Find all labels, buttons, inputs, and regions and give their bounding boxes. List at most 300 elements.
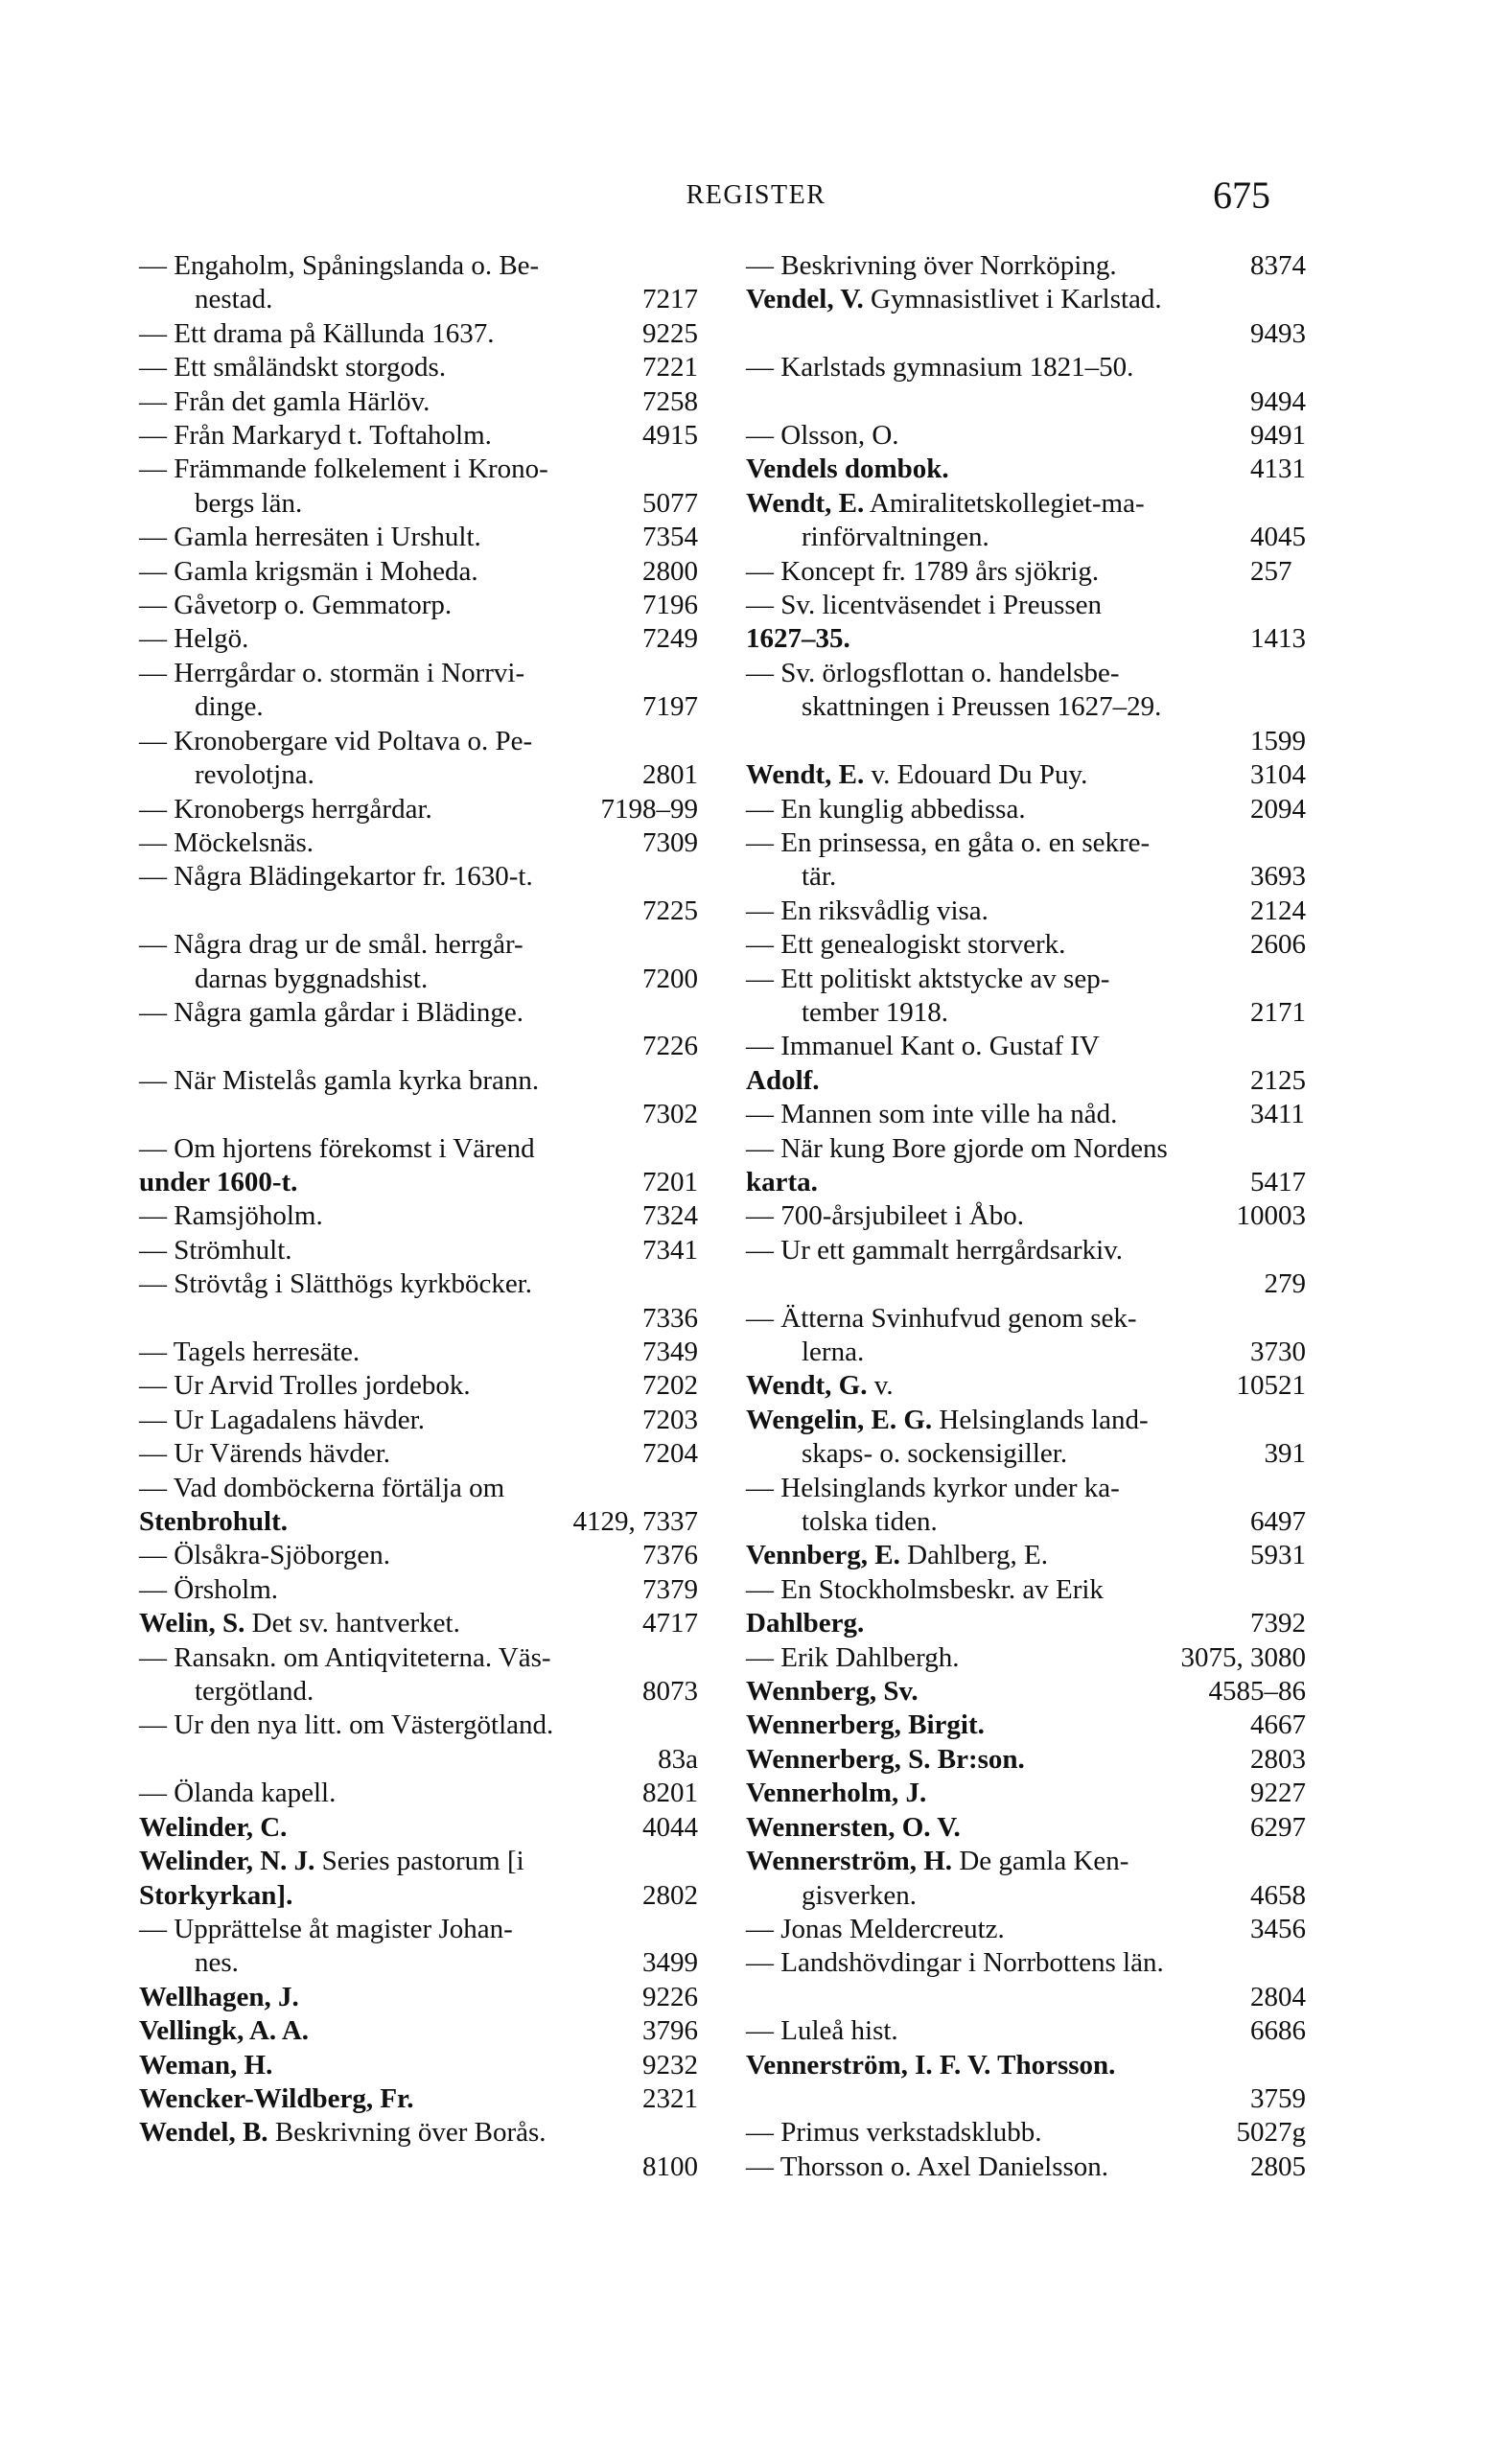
index-entry-line: [746, 690, 1306, 724]
entry-text: Vennerholm, J.: [746, 1778, 927, 1809]
entry-reference-number: 4658: [1250, 1879, 1306, 1911]
entry-text: — Karlstads gymnasium 1821–50.: [746, 352, 1134, 384]
index-entry-line: [746, 826, 1306, 860]
entry-reference-number: 3456: [1250, 1913, 1306, 1944]
entry-reference-number: 3499: [642, 1947, 698, 1979]
index-entry-line: [746, 1267, 1306, 1301]
index-entry-line: [746, 622, 1306, 656]
index-entry-line: [746, 1709, 1306, 1742]
entry-reference-number: 7204: [642, 1438, 698, 1470]
entry-text: — Ölanda kapell.: [139, 1778, 337, 1809]
entry-text: — Mannen som inte ville ha nåd.: [746, 1099, 1118, 1130]
index-entry-line: [746, 317, 1306, 351]
entry-reference-number: 4585–86: [1208, 1676, 1306, 1708]
index-entry-line: [139, 1539, 698, 1572]
index-entry-line: [139, 1336, 698, 1369]
entry-text: — Vad domböckerna förtälja om: [139, 1472, 505, 1503]
entry-reference-number: 2803: [1250, 1743, 1306, 1775]
index-entry-line: [139, 351, 698, 384]
index-entry-line: [139, 1030, 698, 1063]
entry-text: Vennerström, I. F. V. Thorsson.: [746, 2049, 1116, 2081]
index-entry-line: [746, 1675, 1306, 1709]
entry-text: nestad.: [195, 284, 273, 315]
entry-reference-number: 2805: [1250, 2150, 1306, 2182]
entry-text: Wennerström, H. De gamla Ken-: [746, 1846, 1129, 1877]
entry-reference-number: 1599: [1250, 725, 1306, 756]
entry-text: Vellingk, A. A.: [139, 2015, 310, 2047]
entry-reference-number: 3411: [1250, 1099, 1305, 1130]
entry-text: — En Stockholmsbeskr. av Erik: [746, 1573, 1104, 1605]
entry-reference-number: 391: [1264, 1438, 1306, 1470]
index-entry-line: [139, 1404, 698, 1437]
entry-text: — Ölsåkra-Sjöborgen.: [139, 1540, 391, 1571]
index-entry-line: [139, 1437, 698, 1471]
entry-text: — När Mistelås gamla kyrka brann.: [139, 1064, 540, 1096]
index-entry-line: [746, 1199, 1306, 1233]
entry-text: skattningen i Preussen 1627–29.: [802, 691, 1162, 723]
index-entry-line: [139, 521, 698, 554]
entry-reference-number: 7392: [1250, 1608, 1306, 1639]
entry-text: — Några Blädingekartor fr. 1630-t.: [139, 861, 533, 893]
index-entry-line: [139, 996, 698, 1030]
index-entry-line: [746, 1166, 1306, 1199]
index-entry-line: [746, 963, 1306, 996]
index-entry-line: [746, 249, 1306, 283]
entry-reference-number: 1413: [1250, 623, 1306, 655]
index-entry-line: [746, 283, 1306, 316]
entry-reference-number: 2094: [1250, 793, 1306, 825]
index-entry-line: [746, 453, 1306, 486]
entry-reference-number: 7200: [642, 963, 698, 994]
entry-text: — Örsholm.: [139, 1573, 278, 1605]
entry-reference-number: 7341: [642, 1234, 698, 1266]
entry-reference-number: 9493: [1250, 317, 1306, 349]
entry-text: — Ur ett gammalt herrgårdsarkiv.: [746, 1234, 1123, 1266]
entry-reference-number: 7201: [642, 1166, 698, 1197]
entry-reference-number: 10003: [1236, 1200, 1306, 1232]
entry-text: Wendel, B. Beskrivning över Borås.: [139, 2117, 547, 2149]
entry-text: — Jonas Meldercreutz.: [746, 1913, 1005, 1944]
entry-reference-number: 5417: [1250, 1166, 1306, 1197]
entry-reference-number: 7309: [642, 826, 698, 858]
index-entry-line: [746, 1336, 1306, 1369]
index-entry-line: [139, 793, 698, 826]
index-entry-line: [746, 1607, 1306, 1640]
index-entry-line: [139, 249, 698, 283]
entry-text: — Herrgårdar o. stormän i Norrvi-: [139, 657, 525, 688]
entry-text: Welinder, C.: [139, 1811, 288, 1843]
entry-text: — Helgö.: [139, 623, 249, 655]
entry-reference-number: 5077: [642, 487, 698, 519]
entry-text: — Ur den nya litt. om Västergötland.: [139, 1709, 554, 1741]
entry-text: Welin, S. Det sv. hantverket.: [139, 1608, 460, 1639]
entry-text: Vendels dombok.: [746, 453, 949, 485]
index-entry-line: [746, 793, 1306, 826]
index-entry-line: [746, 1777, 1306, 1810]
index-entry-line: [746, 419, 1306, 453]
entry-reference-number: 4044: [642, 1811, 698, 1843]
index-entry-line: [139, 453, 698, 486]
entry-reference-number: 3759: [1250, 2082, 1306, 2114]
index-entry-line: [139, 963, 698, 996]
entry-text: — Erik Dahlbergh.: [746, 1641, 960, 1673]
index-entry-line: [139, 1777, 698, 1810]
entry-text: dinge.: [195, 691, 264, 723]
entry-reference-number: 9491: [1250, 420, 1306, 452]
entry-text: 1627–35.: [746, 623, 850, 655]
entry-text: — Ur Värends hävder.: [139, 1438, 391, 1470]
index-entry-line: [139, 928, 698, 962]
entry-reference-number: 7202: [642, 1370, 698, 1402]
index-entry-line: [746, 1098, 1306, 1131]
entry-text: Wellhagen, J.: [139, 1981, 299, 2012]
entry-text: — När kung Bore gjorde om Nordens: [746, 1132, 1168, 1164]
page-number: 675: [1213, 174, 1270, 217]
index-column-right: [746, 249, 1306, 2184]
entry-text: Wennberg, Sv.: [746, 1676, 919, 1708]
index-entry-line: [139, 860, 698, 894]
index-entry-line: [746, 895, 1306, 928]
entry-text: — Upprättelse åt magister Johan-: [139, 1913, 513, 1944]
entry-text: — Ramsjöholm.: [139, 1200, 323, 1232]
entry-reference-number: 10521: [1236, 1370, 1306, 1402]
index-entry-line: [746, 1030, 1306, 1063]
index-entry-line: [746, 1539, 1306, 1572]
index-entry-line: [139, 317, 698, 351]
index-entry-line: [746, 1369, 1306, 1403]
entry-text: — Gamla krigsmän i Moheda.: [139, 555, 478, 587]
index-entry-line: [139, 826, 698, 860]
index-entry-line: [746, 860, 1306, 894]
entry-reference-number: 7249: [642, 623, 698, 655]
entry-reference-number: 7225: [642, 895, 698, 926]
page-header: [0, 173, 1512, 230]
index-entry-line: [746, 1472, 1306, 1505]
entry-text: — Olsson, O.: [746, 420, 899, 452]
entry-reference-number: 7198–99: [600, 793, 698, 825]
entry-text: Adolf.: [746, 1064, 820, 1096]
entry-reference-number: 7217: [642, 284, 698, 315]
entry-reference-number: 7221: [642, 352, 698, 384]
index-entry-line: [746, 657, 1306, 690]
index-entry-line: [139, 1675, 698, 1709]
entry-reference-number: 7226: [642, 1031, 698, 1062]
entry-text: — Sv. licentväsendet i Preussen: [746, 590, 1103, 621]
entry-text: tember 1918.: [802, 996, 949, 1028]
entry-reference-number: 3104: [1250, 759, 1306, 791]
index-entry-line: [746, 2082, 1306, 2116]
index-entry-line: [139, 622, 698, 656]
index-entry-line: [746, 2014, 1306, 2048]
entry-reference-number: 3075, 3080: [1180, 1641, 1306, 1673]
index-entry-line: [139, 895, 698, 928]
entry-reference-number: 7379: [642, 1573, 698, 1605]
entry-text: — En riksvådlig visa.: [746, 895, 989, 926]
index-entry-line: [139, 1607, 698, 1640]
index-entry-line: [139, 1879, 698, 1913]
index-entry-line: [746, 1573, 1306, 1607]
entry-text: Wendt, E. Amiralitetskollegiet-ma-: [746, 487, 1145, 519]
entry-text: karta.: [746, 1166, 818, 1197]
index-entry-line: [746, 2116, 1306, 2150]
index-entry-line: [139, 2150, 698, 2184]
entry-text: — Sv. örlogsflottan o. handelsbe-: [746, 657, 1120, 688]
entry-reference-number: 7196: [642, 590, 698, 621]
entry-text: — Thorsson o. Axel Danielsson.: [746, 2150, 1109, 2182]
index-entry-line: [139, 657, 698, 690]
entry-reference-number: 7302: [642, 1099, 698, 1130]
index-entry-line: [746, 521, 1306, 554]
entry-text: Wennerberg, S. Br:son.: [746, 1743, 1025, 1775]
entry-text: — Ransakn. om Antiqviteterna. Väs-: [139, 1641, 551, 1673]
index-entry-line: [139, 1472, 698, 1505]
index-entry-line: [746, 1064, 1306, 1098]
entry-text: — Främmande folkelement i Krono-: [139, 453, 548, 485]
index-entry-line: [139, 1913, 698, 1946]
entry-text: Wennerberg, Birgit.: [746, 1709, 985, 1741]
entry-reference-number: 257: [1250, 555, 1292, 587]
entry-reference-number: 3796: [642, 2015, 698, 2047]
index-entry-line: [746, 1641, 1306, 1675]
entry-text: Stenbrohult.: [139, 1506, 288, 1538]
entry-text: — Strömhult.: [139, 1234, 292, 1266]
index-entry-line: [139, 758, 698, 792]
entry-reference-number: 279: [1264, 1268, 1306, 1300]
entry-text: Weman, H.: [139, 2049, 273, 2081]
entry-text: Wendt, G. v.: [746, 1370, 894, 1402]
entry-reference-number: 83a: [658, 1743, 698, 1775]
index-entry-line: [746, 1879, 1306, 1913]
index-entry-line: [746, 1981, 1306, 2014]
entry-reference-number: 2321: [642, 2082, 698, 2114]
running-head: REGISTER: [686, 180, 826, 210]
entry-reference-number: 2804: [1250, 1981, 1306, 2012]
entry-reference-number: 2801: [642, 759, 698, 791]
entry-text: tär.: [802, 861, 837, 893]
index-entry-line: [746, 351, 1306, 384]
index-entry-line: [139, 385, 698, 419]
index-entry-line: [139, 419, 698, 453]
entry-text: — Ätterna Svinhufvud genom sek-: [746, 1302, 1137, 1334]
index-entry-line: [139, 1709, 698, 1742]
index-entry-line: [746, 1437, 1306, 1471]
index-entry-line: [746, 1302, 1306, 1336]
entry-reference-number: 2606: [1250, 929, 1306, 961]
index-entry-line: [139, 1132, 698, 1166]
entry-reference-number: 5027g: [1236, 2117, 1306, 2149]
entry-reference-number: 6297: [1250, 1811, 1306, 1843]
entry-text: — Några gamla gårdar i Blädinge.: [139, 996, 524, 1028]
entry-reference-number: 8374: [1250, 250, 1306, 281]
entry-reference-number: 4667: [1250, 1709, 1306, 1741]
entry-reference-number: 6497: [1250, 1506, 1306, 1538]
entry-reference-number: 7258: [642, 385, 698, 417]
entry-text: — Primus verkstadsklubb.: [746, 2117, 1042, 2149]
entry-text: — Koncept fr. 1789 års sjökrig.: [746, 555, 1100, 587]
index-entry-line: [139, 1743, 698, 1777]
entry-text: — Kronobergs herrgårdar.: [139, 793, 432, 825]
entry-reference-number: 3730: [1250, 1337, 1306, 1367]
entry-reference-number: 7336: [642, 1302, 698, 1334]
entry-text: — Om hjortens förekomst i Värend: [139, 1132, 535, 1164]
entry-reference-number: 8073: [642, 1676, 698, 1708]
index-entry-line: [746, 758, 1306, 792]
entry-text: tolska tiden.: [802, 1506, 938, 1538]
index-entry-line: [746, 2049, 1306, 2082]
entry-text: — Strövtåg i Slätthögs kyrkböcker.: [139, 1268, 532, 1300]
entry-text: revolotjna.: [195, 759, 314, 791]
entry-text: — Kronobergare vid Poltava o. Pe-: [139, 725, 533, 756]
entry-text: — En kunglig abbedissa.: [746, 793, 1026, 825]
index-entry-line: [139, 725, 698, 758]
index-entry-line: [746, 725, 1306, 758]
entry-reference-number: 7354: [642, 522, 698, 553]
index-entry-line: [746, 1132, 1306, 1166]
index-entry-line: [139, 1166, 698, 1199]
index-entry-line: [746, 589, 1306, 622]
entry-text: — Ett genealogiskt storverk.: [746, 929, 1066, 961]
entry-text: — Helsinglands kyrkor under ka-: [746, 1472, 1120, 1503]
entry-reference-number: 7203: [642, 1404, 698, 1435]
entry-reference-number: 8100: [642, 2150, 698, 2182]
entry-text: — Ett politiskt aktstycke av sep-: [746, 963, 1110, 994]
index-entry-line: [139, 589, 698, 622]
entry-text: gisverken.: [802, 1879, 917, 1911]
index-entry-line: [139, 1573, 698, 1607]
index-entry-line: [139, 2049, 698, 2082]
index-entry-line: [139, 1641, 698, 1675]
index-entry-line: [746, 2150, 1306, 2184]
entry-text: lerna.: [802, 1337, 865, 1367]
entry-text: — Immanuel Kant o. Gustaf IV: [746, 1031, 1100, 1062]
entry-text: Wencker-Wildberg, Fr.: [139, 2082, 414, 2114]
index-entry-line: [139, 1369, 698, 1403]
index-entry-line: [746, 1404, 1306, 1437]
index-entry-line: [139, 1811, 698, 1845]
entry-reference-number: 2124: [1250, 895, 1306, 926]
entry-reference-number: 7376: [642, 1540, 698, 1571]
index-entry-line: [139, 555, 698, 589]
entry-text: Welinder, N. J. Series pastorum [i: [139, 1846, 524, 1877]
entry-text: Wennersten, O. V.: [746, 1811, 961, 1843]
index-entry-line: [139, 1234, 698, 1267]
entry-text: — Möckelsnäs.: [139, 826, 314, 858]
index-entry-line: [746, 1946, 1306, 1980]
index-entry-line: [139, 2082, 698, 2116]
entry-text: Dahlberg.: [746, 1608, 865, 1639]
entry-reference-number: 9494: [1250, 385, 1306, 417]
entry-reference-number: 9225: [642, 317, 698, 349]
entry-text: tergötland.: [195, 1676, 314, 1708]
index-entry-line: [139, 2014, 698, 2048]
entry-text: Wendt, E. v. Edouard Du Puy.: [746, 759, 1088, 791]
entry-reference-number: 7349: [642, 1337, 698, 1367]
entry-text: darnas byggnadshist.: [195, 963, 429, 994]
index-column-left: [139, 249, 698, 2184]
entry-reference-number: 7197: [642, 691, 698, 723]
index-entry-line: [139, 1267, 698, 1301]
entry-reference-number: 7324: [642, 1200, 698, 1232]
entry-text: bergs län.: [195, 487, 303, 519]
entry-reference-number: 9226: [642, 1981, 698, 2012]
entry-reference-number: 4131: [1250, 453, 1306, 485]
entry-text: — Gamla herresäten i Urshult.: [139, 522, 481, 553]
entry-reference-number: 4129, 7337: [572, 1506, 698, 1538]
index-entry-line: [746, 996, 1306, 1030]
entry-text: — Gåvetorp o. Gemmatorp.: [139, 590, 453, 621]
entry-text: Vendel, V. Gymnasistlivet i Karlstad.: [746, 284, 1162, 315]
entry-text: Wengelin, E. G. Helsinglands land-: [746, 1404, 1149, 1435]
index-entry-line: [746, 385, 1306, 419]
entry-text: — Engaholm, Spåningslanda o. Be-: [139, 250, 540, 281]
index-entry-line: [139, 2116, 698, 2150]
entry-reference-number: 6686: [1250, 2015, 1306, 2047]
entry-text: — Ur Arvid Trolles jordebok.: [139, 1370, 471, 1402]
index-entry-line: [139, 1064, 698, 1098]
entry-text: — En prinsessa, en gåta o. en sekre-: [746, 826, 1151, 858]
index-entry-line: [746, 1845, 1306, 1878]
index-entry-line: [746, 1505, 1306, 1539]
entry-text: — Från Markaryd t. Toftaholm.: [139, 420, 492, 452]
entry-text: Storkyrkan].: [139, 1879, 293, 1911]
index-entry-line: [746, 928, 1306, 962]
index-entry-line: [746, 555, 1306, 589]
entry-reference-number: 4045: [1250, 522, 1306, 553]
index-entry-line: [746, 1913, 1306, 1946]
entry-reference-number: 4915: [642, 420, 698, 452]
entry-text: — Ett småländskt storgods.: [139, 352, 447, 384]
entry-reference-number: 2802: [642, 1879, 698, 1911]
entry-text: — Ur Lagadalens hävder.: [139, 1404, 425, 1435]
entry-reference-number: 2171: [1250, 996, 1306, 1028]
index-entry-line: [746, 1743, 1306, 1777]
index-entry-line: [746, 1234, 1306, 1267]
entry-text: — Ett drama på Källunda 1637.: [139, 317, 495, 349]
entry-text: skaps- o. sockensigiller.: [802, 1438, 1068, 1470]
entry-text: — Några drag ur de smål. herrgår-: [139, 929, 523, 961]
entry-text: nes.: [195, 1947, 239, 1979]
index-entry-line: [746, 487, 1306, 521]
index-entry-line: [139, 1505, 698, 1539]
index-entry-line: [139, 487, 698, 521]
index-entry-line: [139, 690, 698, 724]
index-entry-line: [139, 283, 698, 316]
entry-text: — 700-årsjubileet i Åbo.: [746, 1200, 1024, 1232]
entry-reference-number: 2800: [642, 555, 698, 587]
index-entry-line: [139, 1845, 698, 1878]
entry-text: Vennberg, E. Dahlberg, E.: [746, 1540, 1048, 1571]
entry-reference-number: 9227: [1250, 1778, 1306, 1809]
index-entry-line: [139, 1199, 698, 1233]
entry-reference-number: 5931: [1250, 1540, 1306, 1571]
entry-reference-number: 8201: [642, 1778, 698, 1809]
index-entry-line: [746, 1811, 1306, 1845]
index-entry-line: [139, 1946, 698, 1980]
index-entry-line: [139, 1302, 698, 1336]
entry-reference-number: 3693: [1250, 861, 1306, 893]
entry-reference-number: 2125: [1250, 1064, 1306, 1096]
entry-text: — Tagels herresäte.: [139, 1337, 361, 1367]
entry-text: — Från det gamla Härlöv.: [139, 385, 430, 417]
entry-text: — Luleå hist.: [746, 2015, 898, 2047]
entry-text: — Beskrivning över Norrköping.: [746, 250, 1117, 281]
entry-text: — Landshövdingar i Norrbottens län.: [746, 1947, 1164, 1979]
entry-reference-number: 9232: [642, 2049, 698, 2081]
entry-reference-number: 4717: [642, 1608, 698, 1639]
entry-text: under 1600-t.: [139, 1166, 298, 1197]
index-entry-line: [139, 1981, 698, 2014]
index-entry-line: [139, 1098, 698, 1131]
